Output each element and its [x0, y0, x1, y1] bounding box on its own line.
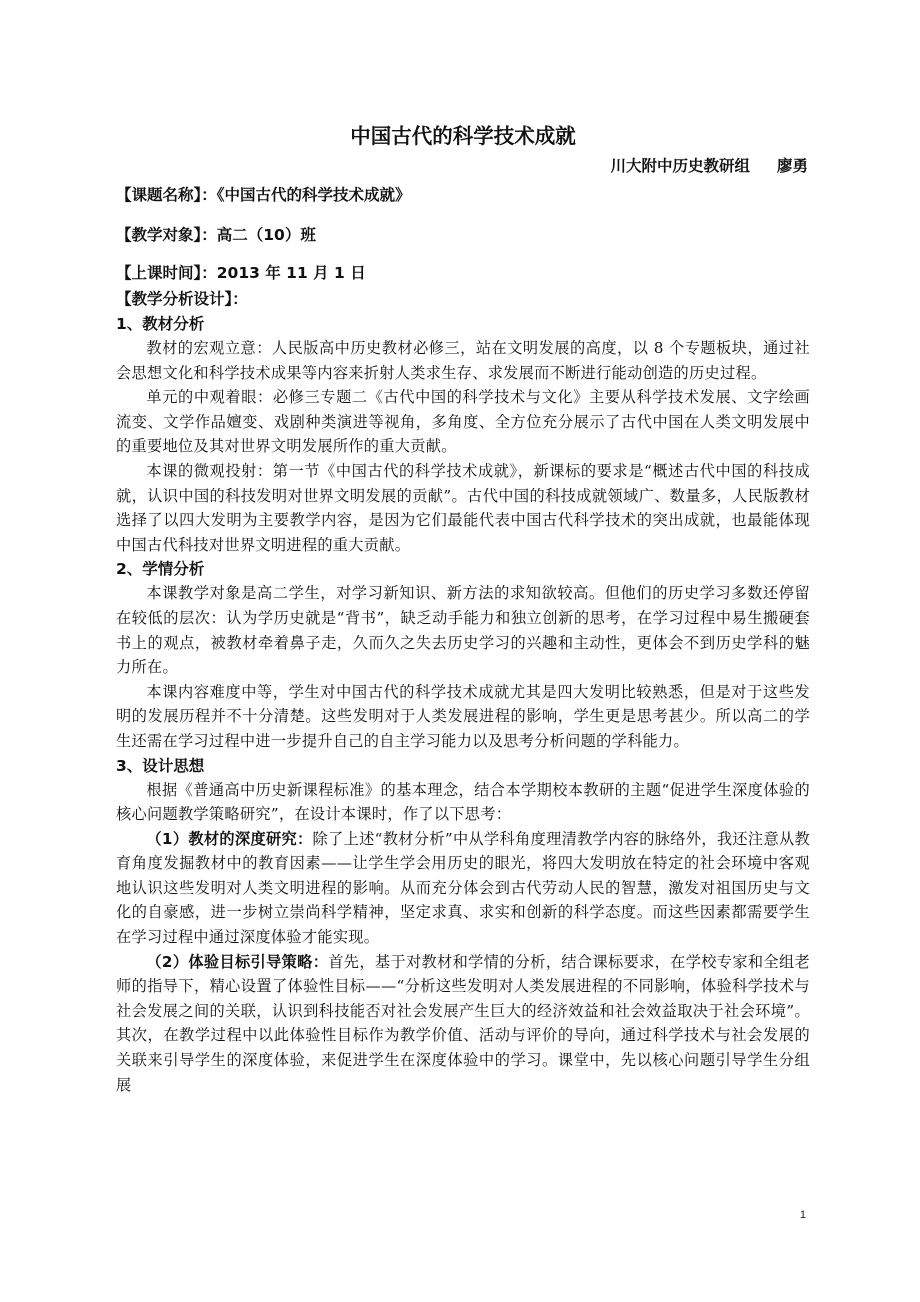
- paragraph: 本课的微观投射：第一节《中国古代的科学技术成就》，新课标的要求是“概述古代中国的科技成就，认识中国的科技发明对世界文明发展的贡献”。古代中国的科技成就领域广、数量多，人民版教材选择了以四大发明为主要教学内容，是因为它们最能代表中国古代科学技术的突出成就，也最能体现中国古代科技对世界文明进程的重大贡献。: [116, 461, 810, 554]
- page-number: 1: [799, 1209, 806, 1221]
- meta-topic: 【课题名称】：《中国古代的科学技术成就》: [116, 186, 411, 204]
- document-page: [116, 120, 810, 1097]
- section-heading-students: 2、学情分析: [116, 560, 205, 579]
- paragraph: 本课内容难度中等，学生对中国古代的科学技术成就尤其是四大发明比较熟悉，但是对于这些发明的发展历程并不十分清楚。这些发明对于人类发展进程的影响，学生更是思考甚少。所以高二的学生还需在学习过程中进一步提升自己的自主学习能力以及思考分析问题的学科能力。: [116, 682, 810, 750]
- meta-audience: 【教学对象】：高二（10）班: [116, 226, 316, 244]
- author-line: 川大附中历史教研组 廖勇: [610, 157, 808, 175]
- meta-time: 【上课时间】：2013 年 11 月 1 日: [116, 264, 366, 282]
- section-heading-design: 3、设计思想: [116, 756, 205, 775]
- paragraph: 单元的中观着眼：必修三专题二《古代中国的科学技术与文化》主要从科学技术发展、文字绘画流变、文学作品嬗变、戏剧种类演进等视角，多角度、全方位充分展示了古代中国在人类文明发展中的重要地位及其对世界文明发展所作的重大贡献。: [116, 388, 810, 456]
- paragraph-body: 首先，基于对教材和学情的分析，结合课标要求，在学校专家和全组老师的指导下，精心设置了体验性目标——“分析这些发明对人类发展进程的不同影响，体验科学技术与社会发展之间的关联，认识到科技能否对社会发展产生巨大的经济效益和社会效益取决于社会环境”。其次，在教学过程中以此体验性目标作为教学价值、活动与评价的导向，通过科学技术与社会发展的关联来引导学生的深度体验，来促进学生在深度体验中的学习。课堂中，先以核心问题引导学生分组展: [116, 952, 810, 1094]
- paragraph-lead: （2）体验目标引导策略：: [146, 952, 329, 971]
- paragraph-with-lead: [116, 827, 810, 950]
- paragraph: 教材的宏观立意：人民版高中历史教材必修三，站在文明发展的高度，以 8 个专题板块，通过社会思想文化和科学技术成果等内容来折射人类求生存、求发展而不断进行能动创造的历史过程。: [116, 339, 810, 382]
- paragraph: 根据《普通高中历史新课程标准》的基本理念，结合本学期校本教研的主题“促进学生深度体验的核心问题教学策略研究”，在设计本课时，作了以下思考：: [116, 780, 810, 824]
- meta-design: 【教学分析设计】：: [116, 290, 248, 308]
- section-heading-textbook: 1、教材分析: [116, 315, 205, 333]
- paragraph: 本课教学对象是高二学生，对学习新知识、新方法的求知欲较高。但他们的历史学习多数还停留在较低的层次：认为学历史就是“背书”，缺乏动手能力和独立创新的思考，在学习过程中易生搬硬套书上的观点，被教材牵着鼻子走，久而久之失去历史学习的兴趣和主动性，更体会不到历史学科的魅力所在。: [116, 584, 810, 677]
- document-title: 中国古代的科学技术成就: [350, 124, 576, 148]
- paragraph-with-lead: [116, 950, 810, 1098]
- paragraph-body: 除了上述“教材分析”中从学科角度理清教学内容的脉络外，我还注意从教育角度发掘教材中的教育因素——让学生学会用历史的眼光，将四大发明放在特定的社会环境中客观地认识这些发明对人类文明进程的影响。从而充分体会到古代劳动人民的智慧，激发对祖国历史与文化的自豪感，进一步树立崇尚科学精神，坚定求真、求实和创新的科学态度。而这些因素都需要学生在学习过程中通过深度体验才能实现。: [116, 829, 810, 947]
- paragraph-lead: （1）教材的深度研究：: [146, 829, 313, 848]
